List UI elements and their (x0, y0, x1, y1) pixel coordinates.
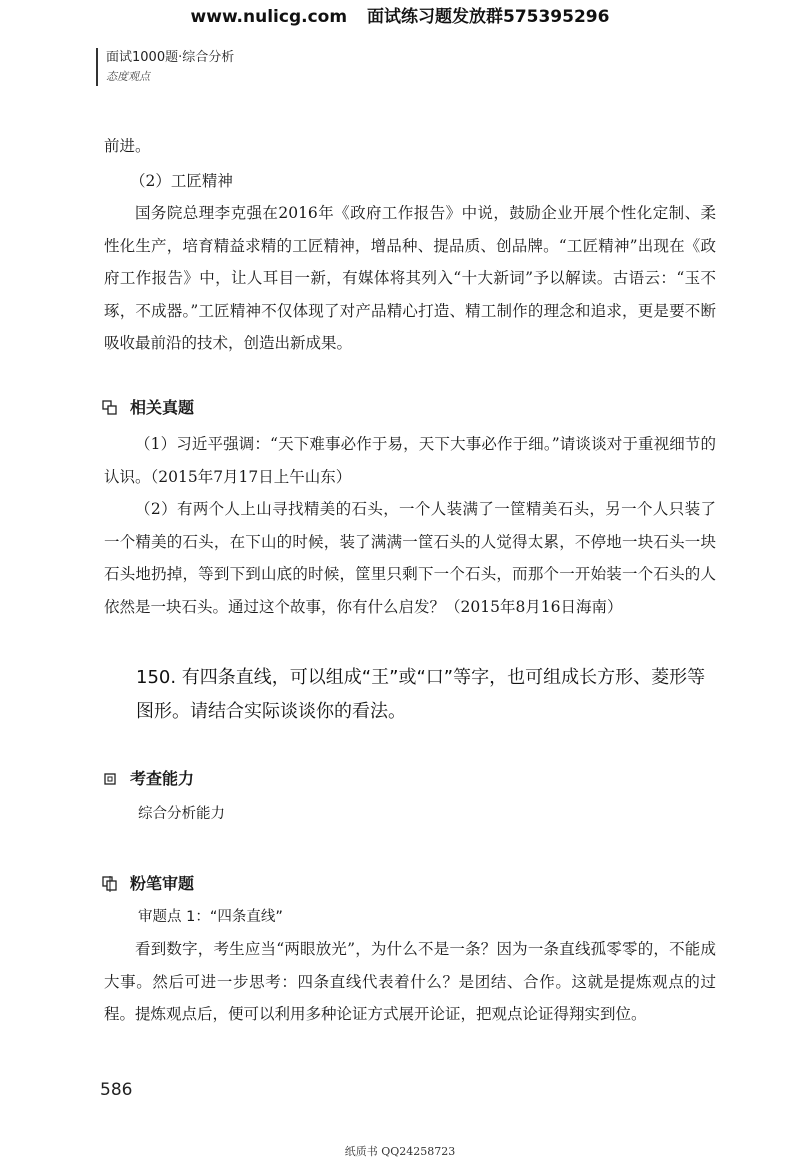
related-questions-heading (104, 392, 716, 425)
watermark-group: 面试练习题发放群575395296 (366, 7, 610, 27)
review-icon (102, 877, 116, 891)
related-question-1: （1）习近平强调：“天下难事必作于易，天下大事必作于细。”请谈谈对于重视细节的认识。（2015年7月17日上午山东） (104, 435, 716, 486)
ability-icon (102, 772, 116, 786)
ability-heading (104, 763, 716, 796)
related-questions-title: 相关真题 (130, 397, 195, 417)
review-title: 粉笔审题 (130, 874, 195, 893)
ability-title: 考查能力 (130, 769, 195, 788)
book-title: 面试1000题·综合分析 (106, 50, 235, 65)
page-number: 586 (100, 1080, 133, 1100)
related-questions-icon (102, 401, 116, 415)
review-point: 审题点 1：“四条直线” (138, 908, 283, 925)
point-2-paragraph: 国务院总理李克强在2016年《政府工作报告》中说，鼓励企业开展个性化定制、柔性化生产，培育精益求精的工匠精神，增品种、提品质、创品牌。“工匠精神”出现在《政府工作报告》中，让人耳目一新，有媒体将其列入“十大新词”予以解读。古语云：“玉不琢，不成器。”工匠精神不仅体现了对产品精心打造、精工制作的理念和追求，更是要不断吸收最前沿的技术，创造出新成果。 (104, 204, 716, 352)
continued-paragraph: 前进。 (104, 137, 151, 155)
top-watermark (0, 2, 800, 27)
related-question-2: （2）有两个人上山寻找精美的石头，一个人装满了一筐精美石头，另一个人只装了一个精美的石头，在下山的时候，装了满满一筐石头的人觉得太累，不停地一块石头一块石头地扔掉，等到下到山底的时候，筐里只剩下一个石头，而那个一开始装一个石头的人依然是一块石头。通过这个故事，你有什么启发？（2015年8月16日海南） (104, 500, 716, 616)
ability-text: 综合分析能力 (138, 805, 225, 822)
bottom-watermark: 纸质书 QQ24258723 (344, 1145, 456, 1158)
point-2-heading: （2）工匠精神 (130, 171, 233, 190)
review-heading (104, 868, 716, 901)
book-header (96, 48, 234, 86)
page-content (104, 130, 716, 1031)
review-paragraph: 看到数字，考生应当“两眼放光”，为什么不是一条？因为一条直线孤零零的，不能成大事。然后可进一步思考：四条直线代表着什么？是团结、合作。这就是提炼观点的过程。提炼观点后，便可以利用多种论证方式展开论证，把观点论证得翔实到位。 (104, 940, 716, 1023)
question-150: 150. 有四条直线，可以组成“王”或“口”等字，也可组成长方形、菱形等图形。请结合实际谈谈你的看法。 (136, 667, 706, 722)
book-section: 态度观点 (106, 70, 150, 83)
watermark-url: www.nulicg.com (190, 7, 348, 27)
